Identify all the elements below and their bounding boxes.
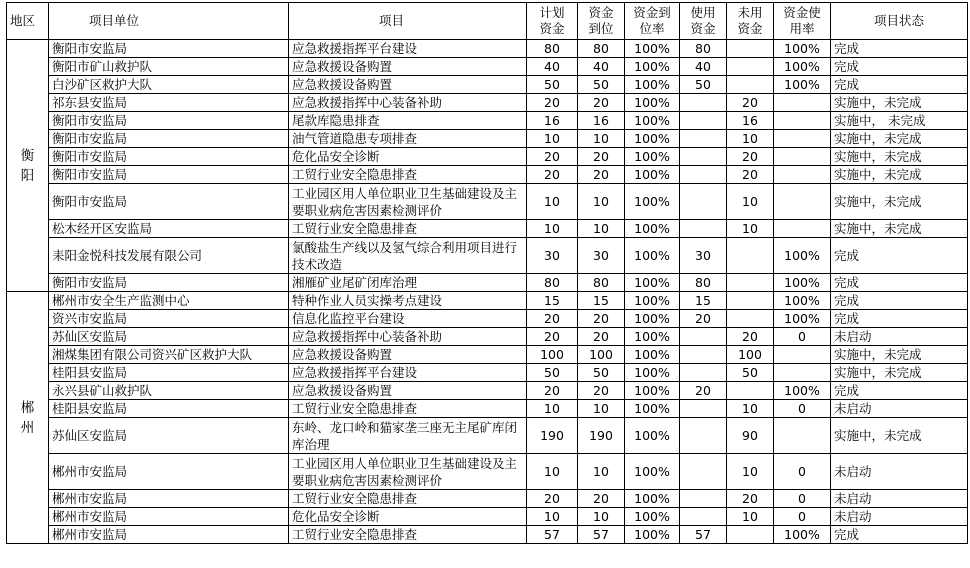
planned-cell: 40 [527,58,578,76]
received-cell: 10 [578,130,625,148]
table-row [7,418,968,454]
status-cell: 未启动 [831,400,968,418]
unit-cell: 衡阳市安监局 [49,40,289,58]
unused-cell [727,58,774,76]
project-cell: 工贸行业安全隐患排查 [289,400,527,418]
use-rate-cell: 0 [774,508,831,526]
planned-cell: 10 [527,454,578,490]
project-cell: 工贸行业安全隐患排查 [289,220,527,238]
received-cell: 40 [578,58,625,76]
rate-cell: 100% [625,400,680,418]
use-rate-cell [774,94,831,112]
status-cell: 未启动 [831,508,968,526]
header-status: 项目状态 [831,3,968,40]
received-cell: 80 [578,40,625,58]
unused-cell: 20 [727,328,774,346]
planned-cell: 10 [527,184,578,220]
unused-cell: 10 [727,184,774,220]
unit-cell: 白沙矿区救护大队 [49,76,289,94]
project-cell: 东岭、龙口岭和猫家垄三座无主尾矿库闭库治理 [289,418,527,454]
planned-cell: 20 [527,310,578,328]
unused-cell [727,274,774,292]
header-planned: 计划 资金 [527,3,578,40]
status-cell: 未启动 [831,454,968,490]
status-cell: 实施中，未完成 [831,94,968,112]
status-cell: 实施中，未完成 [831,364,968,382]
status-cell: 实施中，未完成 [831,148,968,166]
rate-cell: 100% [625,220,680,238]
rate-cell: 100% [625,346,680,364]
used-cell [680,328,727,346]
received-cell: 20 [578,148,625,166]
used-cell: 15 [680,292,727,310]
received-cell: 30 [578,238,625,274]
unit-cell: 衡阳市矿山救护队 [49,58,289,76]
table-row [7,148,968,166]
received-cell: 20 [578,310,625,328]
planned-cell: 50 [527,364,578,382]
status-cell: 完成 [831,76,968,94]
use-rate-cell: 100% [774,274,831,292]
use-rate-cell: 0 [774,400,831,418]
status-cell: 实施中，未完成 [831,184,968,220]
rate-cell: 100% [625,508,680,526]
region-name-char: 衡 [20,147,35,164]
status-cell: 完成 [831,292,968,310]
project-funding-table [6,2,968,544]
use-rate-cell: 0 [774,454,831,490]
used-cell [680,148,727,166]
used-cell [680,454,727,490]
status-cell: 完成 [831,310,968,328]
use-rate-cell: 0 [774,490,831,508]
project-cell: 应急救援指挥中心装备补助 [289,94,527,112]
unit-cell: 松木经开区安监局 [49,220,289,238]
project-cell: 应急救援设备购置 [289,76,527,94]
rate-cell: 100% [625,58,680,76]
planned-cell: 50 [527,76,578,94]
received-cell: 10 [578,508,625,526]
received-cell: 10 [578,400,625,418]
used-cell: 40 [680,58,727,76]
used-cell: 50 [680,76,727,94]
planned-cell: 20 [527,490,578,508]
planned-cell: 10 [527,220,578,238]
project-cell: 危化品安全诊断 [289,508,527,526]
unit-cell: 衡阳市安监局 [49,130,289,148]
project-cell: 应急救援设备购置 [289,58,527,76]
region-name-char: 阳 [20,167,35,184]
rate-cell: 100% [625,418,680,454]
used-cell: 80 [680,40,727,58]
status-cell: 实施中，未完成 [831,220,968,238]
project-cell: 应急救援指挥平台建设 [289,40,527,58]
unused-cell [727,382,774,400]
rate-cell: 100% [625,274,680,292]
use-rate-cell [774,418,831,454]
table-row [7,220,968,238]
received-cell: 16 [578,112,625,130]
received-cell: 20 [578,382,625,400]
unit-cell: 郴州市安监局 [49,454,289,490]
planned-cell: 10 [527,400,578,418]
unused-cell: 10 [727,508,774,526]
unit-cell: 衡阳市安监局 [49,274,289,292]
table-row [7,238,968,274]
use-rate-cell: 100% [774,40,831,58]
unit-cell: 耒阳金悦科技发展有限公司 [49,238,289,274]
unit-cell: 郴州市安全生产监测中心 [49,292,289,310]
rate-cell: 100% [625,148,680,166]
rate-cell: 100% [625,238,680,274]
table-row [7,400,968,418]
project-cell: 特种作业人员实操考点建设 [289,292,527,310]
status-cell: 实施中，未完成 [831,166,968,184]
unused-cell [727,292,774,310]
planned-cell: 20 [527,148,578,166]
table-row [7,94,968,112]
table-row [7,274,968,292]
used-cell [680,400,727,418]
used-cell: 30 [680,238,727,274]
received-cell: 10 [578,220,625,238]
received-cell: 10 [578,184,625,220]
project-cell: 应急救援指挥中心装备补助 [289,328,527,346]
table-row [7,526,968,544]
planned-cell: 10 [527,508,578,526]
used-cell [680,508,727,526]
table-row [7,328,968,346]
rate-cell: 100% [625,166,680,184]
region-name-char: 郴 [20,399,35,416]
use-rate-cell: 100% [774,58,831,76]
status-cell: 实施中，未完成 [831,130,968,148]
unused-cell: 50 [727,364,774,382]
status-cell: 实施中，未完成 [831,346,968,364]
status-cell: 完成 [831,526,968,544]
rate-cell: 100% [625,364,680,382]
unused-cell [727,238,774,274]
used-cell [680,346,727,364]
received-cell: 57 [578,526,625,544]
status-cell: 未启动 [831,328,968,346]
project-cell: 信息化监控平台建设 [289,310,527,328]
table-row [7,454,968,490]
unit-cell: 湘煤集团有限公司资兴矿区救护大队 [49,346,289,364]
planned-cell: 100 [527,346,578,364]
header-received: 资金 到位 [578,3,625,40]
received-cell: 20 [578,166,625,184]
use-rate-cell: 100% [774,76,831,94]
status-cell: 实施中，未完成 [831,418,968,454]
unused-cell: 10 [727,220,774,238]
received-cell: 15 [578,292,625,310]
unit-cell: 桂阳县安监局 [49,364,289,382]
region-cell [7,292,49,544]
region-cell [7,40,49,292]
use-rate-cell [774,346,831,364]
unit-cell: 衡阳市安监局 [49,184,289,220]
rate-cell: 100% [625,94,680,112]
project-cell: 危化品安全诊断 [289,148,527,166]
unused-cell: 20 [727,490,774,508]
unit-cell: 苏仙区安监局 [49,418,289,454]
planned-cell: 80 [527,40,578,58]
planned-cell: 10 [527,130,578,148]
table-row [7,40,968,58]
rate-cell: 100% [625,310,680,328]
project-cell: 应急救援设备购置 [289,382,527,400]
unit-cell: 祁东县安监局 [49,94,289,112]
unused-cell: 90 [727,418,774,454]
received-cell: 20 [578,94,625,112]
unit-cell: 衡阳市安监局 [49,166,289,184]
planned-cell: 20 [527,166,578,184]
unused-cell [727,76,774,94]
rate-cell: 100% [625,292,680,310]
header-unused: 未用 资金 [727,3,774,40]
table-row [7,382,968,400]
use-rate-cell: 100% [774,238,831,274]
planned-cell: 16 [527,112,578,130]
unit-cell: 郴州市安监局 [49,490,289,508]
used-cell [680,166,727,184]
use-rate-cell: 100% [774,526,831,544]
used-cell [680,130,727,148]
rate-cell: 100% [625,382,680,400]
table-row [7,346,968,364]
use-rate-cell [774,148,831,166]
table-row [7,292,968,310]
header-unit: 项目单位 [49,3,289,40]
rate-cell: 100% [625,328,680,346]
table-row [7,364,968,382]
unit-cell: 衡阳市安监局 [49,148,289,166]
unit-cell: 苏仙区安监局 [49,328,289,346]
used-cell: 80 [680,274,727,292]
table-body [7,40,968,544]
table-row [7,112,968,130]
project-cell: 应急救援指挥平台建设 [289,364,527,382]
project-cell: 工贸行业安全隐患排查 [289,490,527,508]
used-cell: 20 [680,310,727,328]
unit-cell: 桂阳县安监局 [49,400,289,418]
used-cell [680,220,727,238]
unused-cell: 10 [727,400,774,418]
table-row [7,184,968,220]
planned-cell: 190 [527,418,578,454]
unused-cell: 16 [727,112,774,130]
status-cell: 未启动 [831,490,968,508]
use-rate-cell [774,184,831,220]
received-cell: 50 [578,76,625,94]
project-cell: 氯酸盐生产线以及氢气综合利用项目进行技术改造 [289,238,527,274]
use-rate-cell [774,130,831,148]
unused-cell: 10 [727,130,774,148]
rate-cell: 100% [625,112,680,130]
unused-cell [727,40,774,58]
used-cell [680,364,727,382]
used-cell [680,490,727,508]
use-rate-cell [774,166,831,184]
planned-cell: 30 [527,238,578,274]
use-rate-cell: 100% [774,310,831,328]
region-name-char: 州 [20,419,35,436]
project-cell: 油气管道隐患专项排查 [289,130,527,148]
table-row [7,490,968,508]
header-row [7,3,968,40]
rate-cell: 100% [625,76,680,94]
table-row [7,166,968,184]
project-cell: 尾款库隐患排查 [289,112,527,130]
header-project: 项目 [289,3,527,40]
table-row [7,58,968,76]
rate-cell: 100% [625,454,680,490]
planned-cell: 20 [527,94,578,112]
received-cell: 20 [578,490,625,508]
use-rate-cell: 0 [774,328,831,346]
unit-cell: 郴州市安监局 [49,526,289,544]
unused-cell [727,526,774,544]
unit-cell: 衡阳市安监局 [49,112,289,130]
status-cell: 完成 [831,238,968,274]
use-rate-cell [774,220,831,238]
status-cell: 完成 [831,382,968,400]
use-rate-cell [774,364,831,382]
project-cell: 工贸行业安全隐患排查 [289,526,527,544]
planned-cell: 20 [527,328,578,346]
unit-cell: 资兴市安监局 [49,310,289,328]
table-row [7,76,968,94]
unused-cell: 20 [727,166,774,184]
received-cell: 100 [578,346,625,364]
project-cell: 工业园区用人单位职业卫生基础建设及主要职业病危害因素检测评价 [289,184,527,220]
use-rate-cell: 100% [774,292,831,310]
used-cell [680,112,727,130]
used-cell [680,184,727,220]
header-rate: 资金到 位率 [625,3,680,40]
status-cell: 完成 [831,58,968,76]
unit-cell: 永兴县矿山救护队 [49,382,289,400]
header-used: 使用 资金 [680,3,727,40]
rate-cell: 100% [625,184,680,220]
unit-cell: 郴州市安监局 [49,508,289,526]
status-cell: 完成 [831,40,968,58]
unused-cell: 10 [727,454,774,490]
use-rate-cell [774,112,831,130]
used-cell [680,418,727,454]
received-cell: 80 [578,274,625,292]
used-cell: 20 [680,382,727,400]
received-cell: 10 [578,454,625,490]
used-cell [680,94,727,112]
header-region: 地区 [7,3,49,40]
status-cell: 实施中， 未完成 [831,112,968,130]
planned-cell: 15 [527,292,578,310]
project-cell: 应急救援设备购置 [289,346,527,364]
used-cell: 57 [680,526,727,544]
received-cell: 50 [578,364,625,382]
rate-cell: 100% [625,130,680,148]
planned-cell: 57 [527,526,578,544]
unused-cell [727,310,774,328]
project-cell: 工贸行业安全隐患排查 [289,166,527,184]
status-cell: 完成 [831,274,968,292]
rate-cell: 100% [625,526,680,544]
unused-cell: 100 [727,346,774,364]
table-row [7,130,968,148]
unused-cell: 20 [727,148,774,166]
header-use-rate: 资金使 用率 [774,3,831,40]
table-row [7,310,968,328]
unused-cell: 20 [727,94,774,112]
table-row [7,508,968,526]
rate-cell: 100% [625,40,680,58]
planned-cell: 80 [527,274,578,292]
received-cell: 190 [578,418,625,454]
received-cell: 20 [578,328,625,346]
rate-cell: 100% [625,490,680,508]
project-cell: 湘雁矿业尾矿闭库治理 [289,274,527,292]
project-cell: 工业园区用人单位职业卫生基础建设及主要职业病危害因素检测评价 [289,454,527,490]
planned-cell: 20 [527,382,578,400]
use-rate-cell: 100% [774,382,831,400]
